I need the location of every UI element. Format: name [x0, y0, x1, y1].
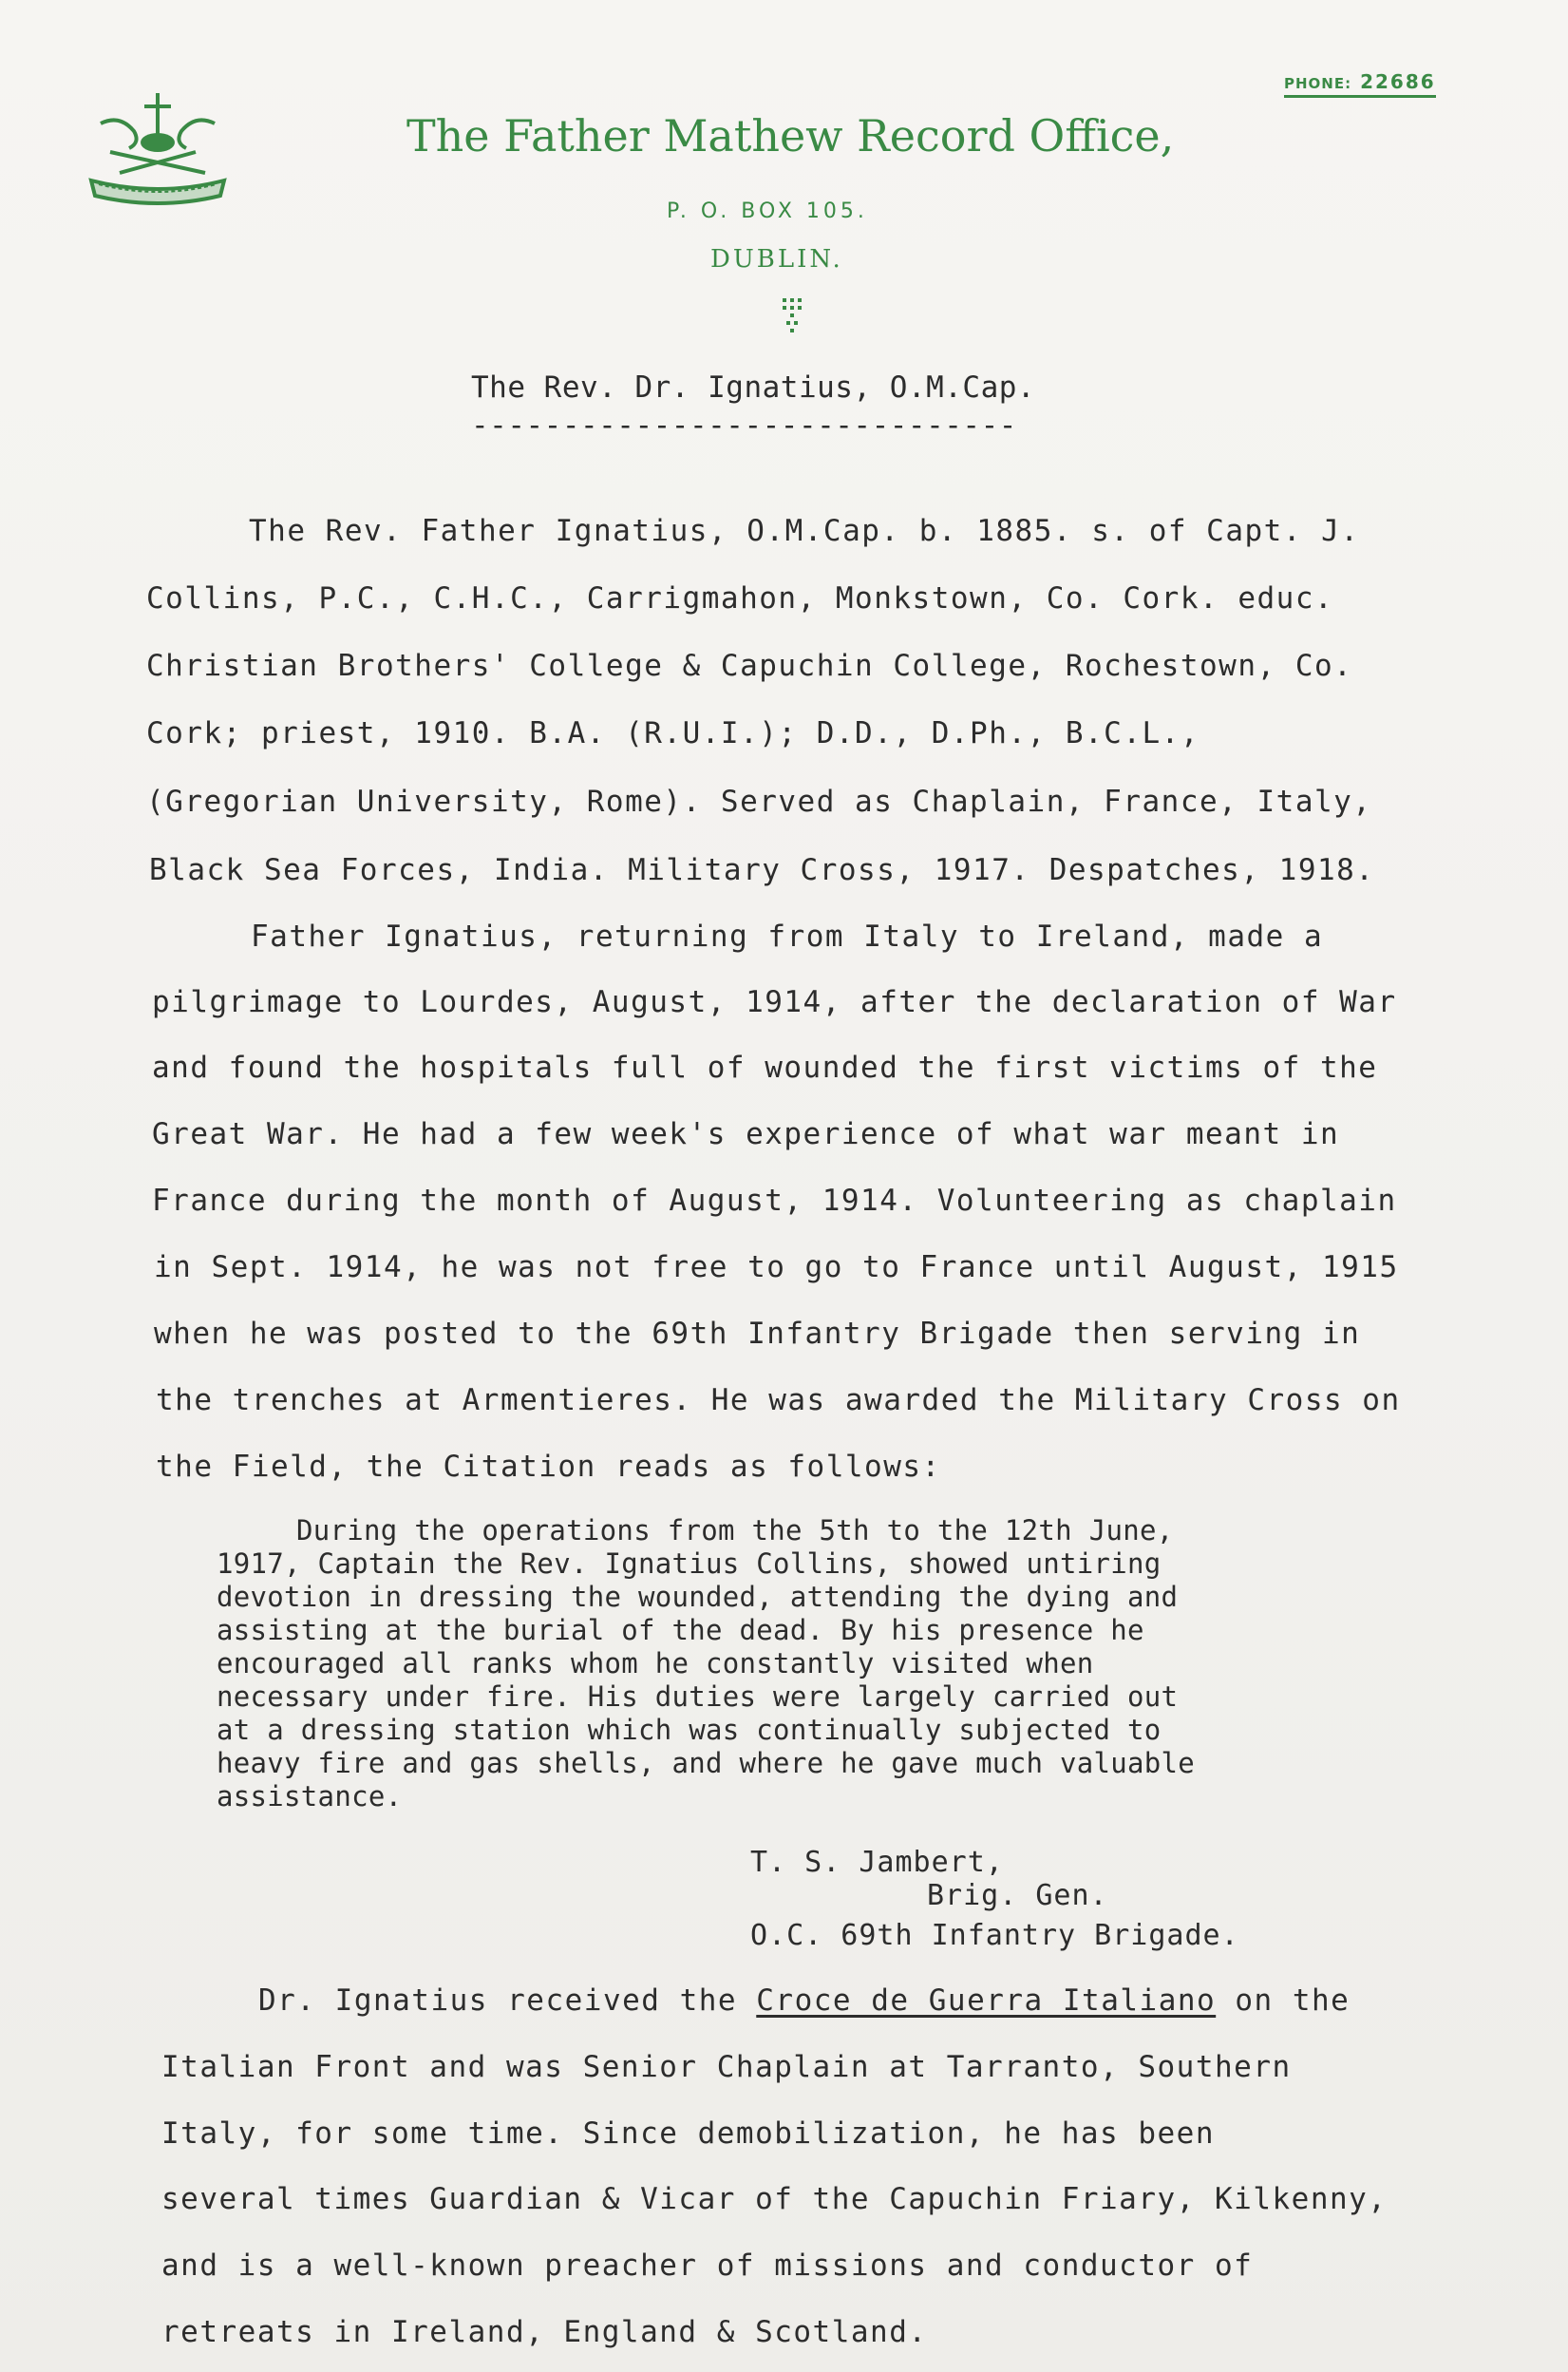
award-name: Croce de Guerra Italiano	[756, 1983, 1217, 2018]
citation-line: at a dressing station which was continually subjected to	[217, 1714, 1162, 1746]
paragraph2-line: the Field, the Citation reads as follows:	[156, 1450, 941, 1484]
citation-line: 1917, Captain the Rev. Ignatius Collins, showed untiring	[217, 1547, 1162, 1580]
paragraph3-text: on the	[1216, 1983, 1351, 2018]
citation-line: assistance.	[217, 1780, 403, 1812]
phone-number	[1284, 70, 1436, 98]
crest-logo	[82, 85, 234, 209]
phone-value: 22686	[1360, 70, 1436, 93]
paragraph2-line: when he was posted to the 69th Infantry Brigade then serving in	[154, 1317, 1361, 1351]
citation-line: encouraged all ranks whom he constantly visited when	[217, 1647, 1094, 1679]
paragraph3-line: Italy, for some time. Since demobilization, he has been	[161, 2116, 1215, 2151]
paragraph2-line: and found the hospitals full of wounded the first victims of the	[152, 1051, 1378, 1085]
paragraph2-line: pilgrimage to Lourdes, August, 1914, after the declaration of War	[152, 985, 1397, 1019]
paragraph2-line: Father Ignatius, returning from Italy to Ireland, made a	[251, 920, 1324, 954]
po-box: P. O. BOX 105.	[667, 199, 868, 223]
signature-unit: O.C. 69th Infantry Brigade.	[750, 1919, 1239, 1952]
paragraph2-line: France during the month of August, 1914. Volunteering as chaplain	[152, 1184, 1397, 1218]
paragraph2-line: in Sept. 1914, he was not free to go to France until August, 1915	[154, 1250, 1399, 1284]
citation-line: necessary under fire. His duties were largely carried out	[217, 1680, 1179, 1713]
paragraph3-text: Dr. Ignatius received the	[258, 1983, 757, 2018]
signature-rank: Brig. Gen.	[927, 1879, 1108, 1912]
signature-name: T. S. Jambert,	[750, 1846, 1004, 1879]
paragraph3-line: several times Guardian & Vicar of the Capuchin Friary, Kilkenny,	[161, 2182, 1388, 2216]
paragraph3-line	[258, 1983, 1350, 2018]
paragraph1-line: The Rev. Father Ignatius, O.M.Cap. b. 1885. s. of Capt. J.	[249, 514, 1360, 548]
city: DUBLIN.	[710, 245, 843, 274]
paragraph1-line: Black Sea Forces, India. Military Cross, 1917. Despatches, 1918.	[149, 853, 1375, 887]
paragraph1-line: (Gregorian University, Rome). Served as Chaplain, France, Italy,	[146, 785, 1372, 819]
document-title: The Rev. Dr. Ignatius, O.M.Cap.	[471, 370, 1036, 405]
paragraph2-line: Great War. He had a few week's experience of what war meant in	[152, 1117, 1340, 1151]
citation-line: devotion in dressing the wounded, attending the dying and	[217, 1581, 1179, 1613]
citation-line: assisting at the burial of the dead. By his presence he	[217, 1614, 1144, 1646]
office-name: The Father Mathew Record Office,	[406, 110, 1175, 161]
phone-label: PHONE:	[1284, 75, 1352, 92]
title-underline-rule: ------------------------------	[471, 408, 1017, 443]
paragraph3-line: retreats in Ireland, England & Scotland.	[161, 2315, 928, 2349]
paragraph3-line: Italian Front and was Senior Chaplain at Tarranto, Southern	[161, 2050, 1292, 2084]
paragraph1-line: Cork; priest, 1910. B.A. (R.U.I.); D.D., D.Ph., B.C.L.,	[146, 716, 1200, 750]
paragraph2-line: the trenches at Armentieres. He was awarded the Military Cross on	[156, 1383, 1401, 1417]
paragraph1-line: Christian Brothers' College & Capuchin College, Rochestown, Co.	[146, 649, 1353, 683]
citation-line: During the operations from the 5th to the 12th June,	[296, 1514, 1174, 1547]
ornament-icon	[777, 296, 809, 334]
paragraph1-line: Collins, P.C., C.H.C., Carrigmahon, Monkstown, Co. Cork. educ.	[146, 581, 1334, 616]
citation-line: heavy fire and gas shells, and where he gave much valuable	[217, 1747, 1196, 1779]
paragraph3-line: and is a well-known preacher of missions and conductor of	[161, 2249, 1254, 2283]
